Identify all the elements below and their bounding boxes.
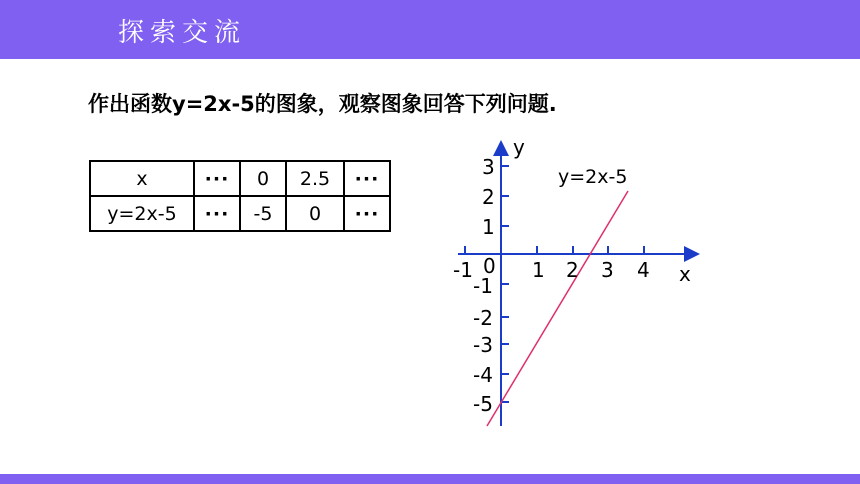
y-tick-label: -1 bbox=[473, 274, 493, 298]
table-cell: ··· bbox=[344, 196, 390, 231]
table-cell: 2.5 bbox=[286, 161, 344, 196]
table-cell: -5 bbox=[240, 196, 286, 231]
table-cell: ··· bbox=[344, 161, 390, 196]
header-title: 探索交流 bbox=[118, 18, 247, 48]
table-row bbox=[90, 161, 390, 196]
table-cell: ··· bbox=[194, 161, 240, 196]
y-tick-label: -4 bbox=[473, 363, 493, 387]
table-cell: ··· bbox=[194, 196, 240, 231]
value-table bbox=[89, 160, 391, 232]
line-label: y=2x-5 bbox=[558, 166, 628, 188]
x-tick-label: -1 bbox=[453, 258, 473, 282]
table-cell: 0 bbox=[240, 161, 286, 196]
table-row bbox=[90, 196, 390, 231]
instruction-text: 作出函数y=2x-5的图象，观察图象回答下列问题. bbox=[88, 92, 557, 116]
y-tick-label: -5 bbox=[473, 392, 493, 416]
table-cell: x bbox=[90, 161, 194, 196]
x-tick-label: 2 bbox=[566, 258, 579, 282]
y-axis-label: y bbox=[513, 135, 525, 159]
y-tick-label: 1 bbox=[482, 215, 495, 239]
y-tick-label: 3 bbox=[482, 155, 495, 179]
table-cell: 0 bbox=[286, 196, 344, 231]
y-tick-label: -2 bbox=[473, 306, 493, 330]
header-bar bbox=[0, 0, 860, 59]
x-axis-label: x bbox=[679, 262, 691, 286]
origin-label: 0 bbox=[483, 254, 496, 278]
x-tick-label: 3 bbox=[601, 258, 614, 282]
x-tick-label: 1 bbox=[532, 258, 545, 282]
x-tick-label: 4 bbox=[637, 258, 650, 282]
table-cell: y=2x-5 bbox=[90, 196, 194, 231]
footer-bar bbox=[0, 474, 860, 484]
y-tick-label: -3 bbox=[473, 333, 493, 357]
coordinate-graph bbox=[440, 130, 720, 430]
y-tick-label: 2 bbox=[482, 185, 495, 209]
